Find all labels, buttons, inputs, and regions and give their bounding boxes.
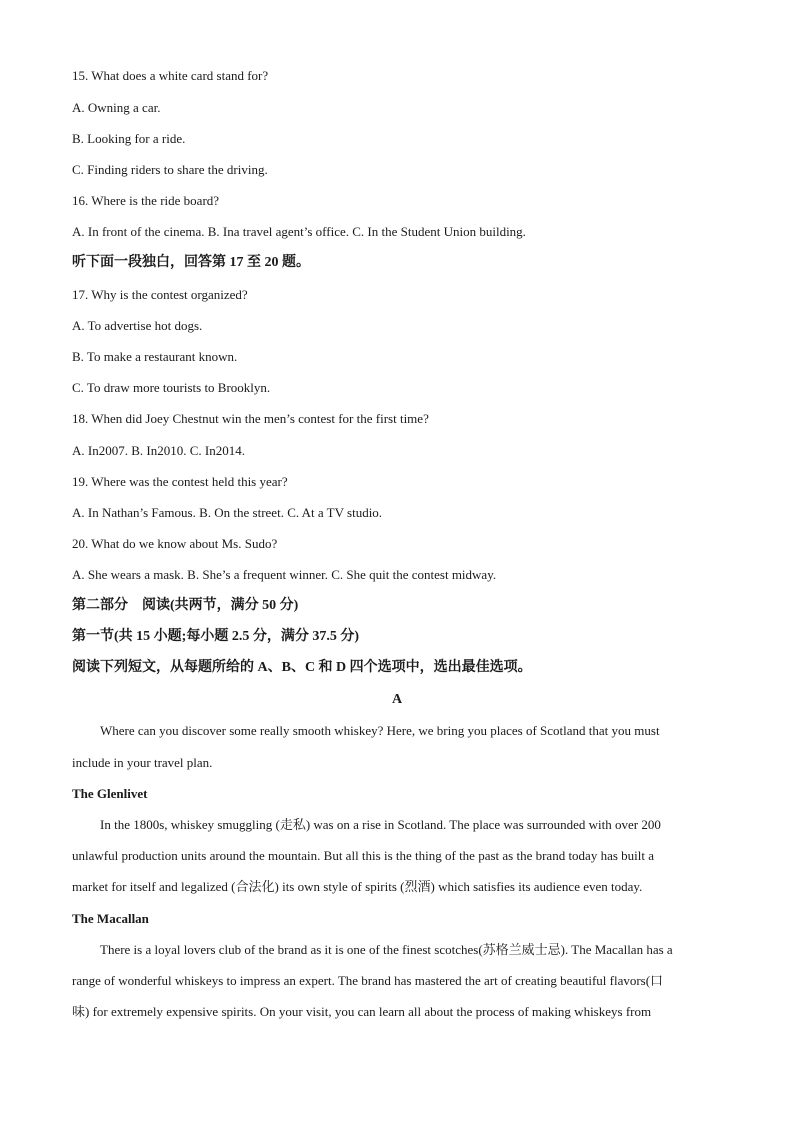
q16-question: 16. Where is the ride board? [72, 193, 220, 208]
q16-options: A. In front of the cinema. B. Ina travel agent’s office. C. In the Student Union building. [72, 224, 526, 239]
passage-label: A [391, 692, 403, 707]
q19-question: 19. Where was the contest held this year? [72, 474, 288, 489]
glenlivet-heading: The Glenlivet [72, 786, 148, 801]
macallan-line-1: There is a loyal lovers club of the brand as it is one of the finest scotches(苏格兰威士忌). The Macallan has a [100, 942, 673, 957]
q20-options: A. She wears a mask. B. She’s a frequent winner. C. She quit the contest midway. [72, 567, 497, 582]
part2-instruction: 阅读下列短文，从每题所给的 A、B、C 和 D 四个选项中，选出最佳选项。 [72, 660, 532, 675]
q18-question: 18. When did Joey Chestnut win the men’s contest for the first time? [72, 411, 429, 426]
q15-option-a: A. Owning a car. [72, 100, 161, 115]
q15-option-c: C. Finding riders to share the driving. [72, 162, 268, 177]
glenlivet-line-3: market for itself and legalized (合法化) its own style of spirits (烈酒) which satisfies its audience even today. [72, 879, 643, 894]
q17-option-c: C. To draw more tourists to Brooklyn. [72, 380, 271, 395]
part2-section1: 第一节(共 15 小题;每小题 2.5 分，满分 37.5 分) [72, 629, 359, 644]
glenlivet-line-1: In the 1800s, whiskey smuggling (走私) was on a rise in Scotland. The place was surrounded with over 200 [100, 817, 661, 832]
macallan-heading: The Macallan [72, 911, 149, 926]
q17-question: 17. Why is the contest organized? [72, 287, 248, 302]
part2-title: 第二部分 阅读(共两节，满分 50 分) [72, 598, 299, 613]
q15-question: 15. What does a white card stand for? [72, 68, 269, 83]
q19-options: A. In Nathan’s Famous. B. On the street. C. At a TV studio. [72, 505, 383, 520]
passage-intro-line-1: Where can you discover some really smooth whiskey? Here, we bring you places of Scotland that you must [100, 723, 660, 738]
macallan-line-3: 味) for extremely expensive spirits. On your visit, you can learn all about the process of making whiskeys from [72, 1004, 652, 1019]
q20-question: 20. What do we know about Ms. Sudo? [72, 536, 278, 551]
q18-options: A. In2007. B. In2010. C. In2014. [72, 443, 245, 458]
glenlivet-line-2: unlawful production units around the mountain. But all this is the thing of the past as the brand today has built a [72, 848, 655, 863]
macallan-line-2: range of wonderful whiskeys to impress an expert. The brand has mastered the art of creating beautiful flavors(口 [72, 973, 664, 988]
passage-intro-line-2: include in your travel plan. [72, 755, 213, 770]
q15-option-b: B. Looking for a ride. [72, 131, 186, 146]
section-note: 听下面一段独白，回答第 17 至 20 题。 [72, 255, 310, 270]
q17-option-b: B. To make a restaurant known. [72, 349, 238, 364]
q17-option-a: A. To advertise hot dogs. [72, 318, 203, 333]
